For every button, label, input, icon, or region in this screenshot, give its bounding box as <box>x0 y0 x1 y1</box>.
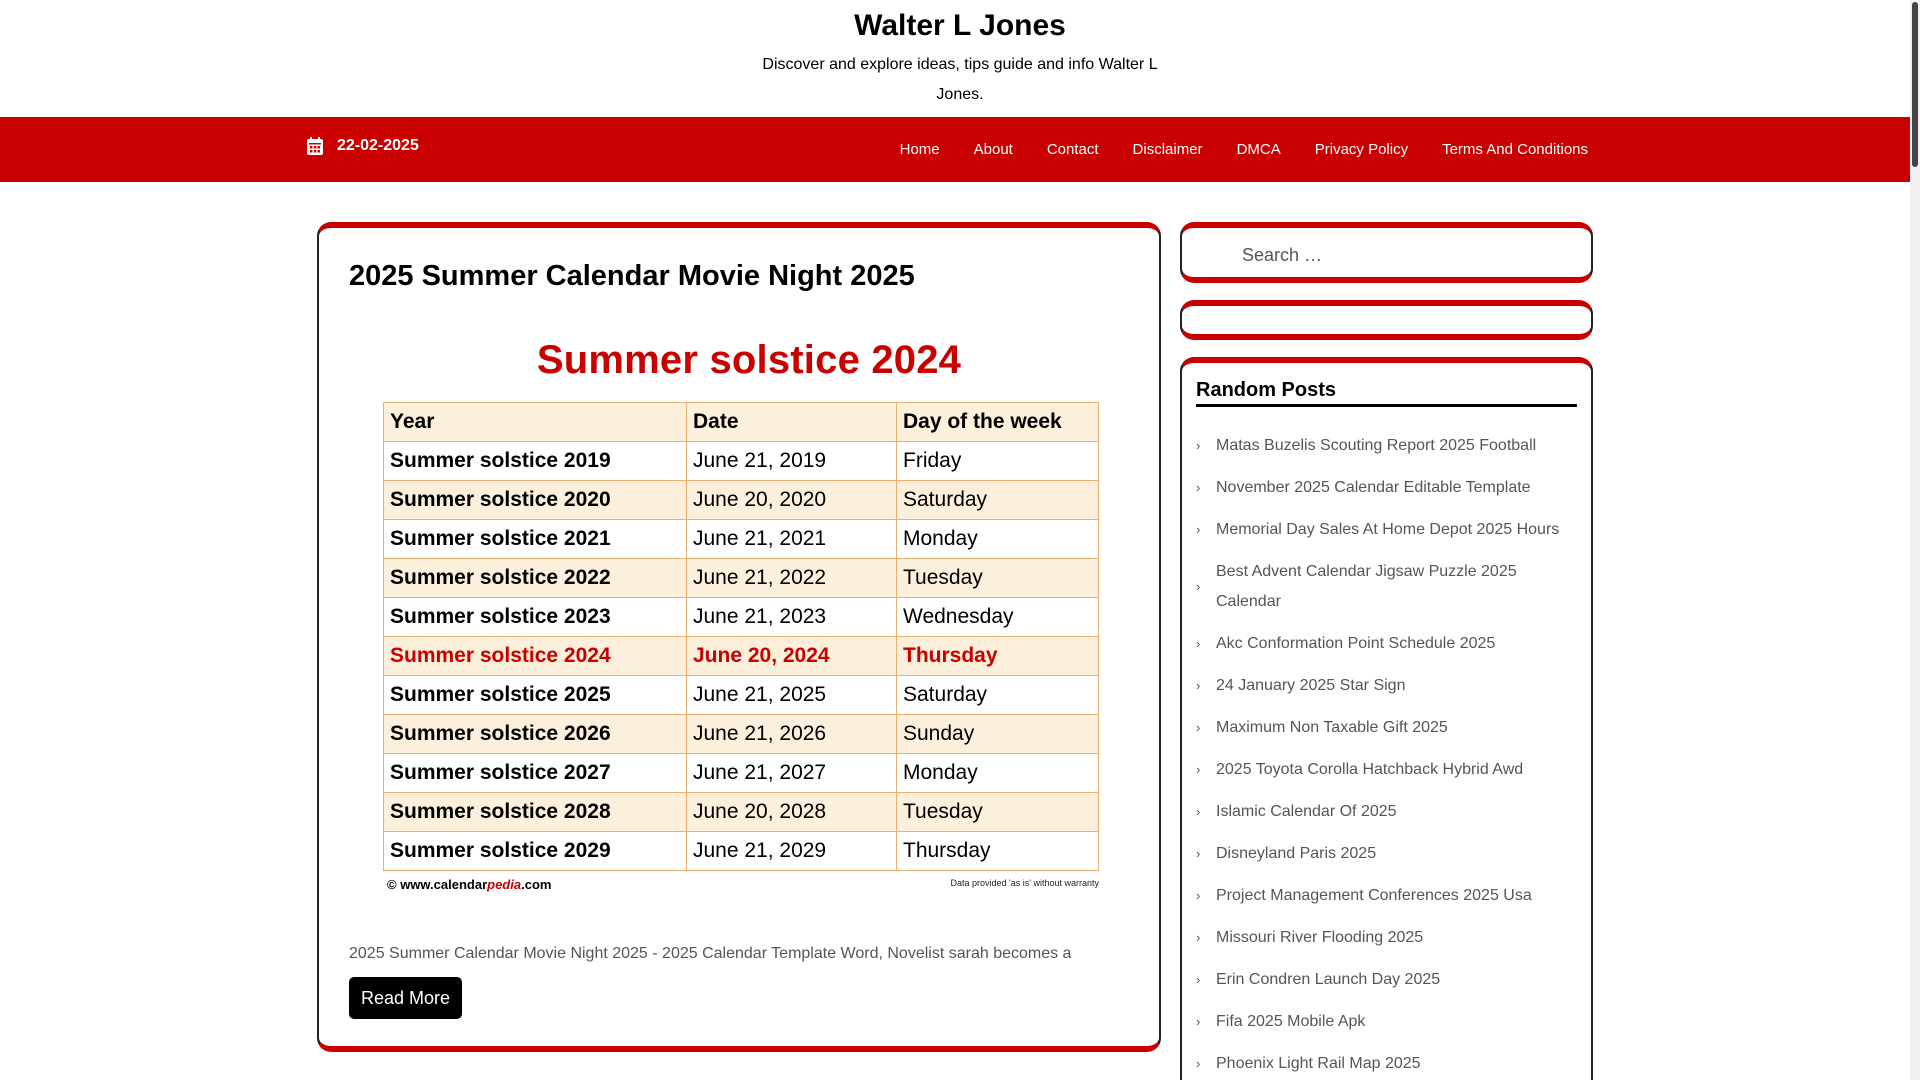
post-card <box>317 222 1161 1052</box>
image-credit: © www.calendarpedia.com <box>387 877 552 892</box>
table-cell: June 21, 2021 <box>687 520 897 559</box>
table-cell: June 21, 2027 <box>687 754 897 793</box>
random-post-item[interactable] <box>1196 881 1577 911</box>
chevron-right-icon: › <box>1196 888 1201 903</box>
random-post-item[interactable] <box>1196 671 1577 701</box>
random-post-item[interactable] <box>1196 557 1577 617</box>
chevron-right-icon: › <box>1196 438 1201 453</box>
table-cell: Summer solstice 2021 <box>384 520 687 559</box>
nav-privacy-policy[interactable]: Privacy Policy <box>1314 141 1409 158</box>
random-post-link[interactable]: Project Management Conferences 2025 Usa <box>1216 887 1532 904</box>
table-row <box>384 754 1099 793</box>
table-cell: Summer solstice 2024 <box>384 637 687 676</box>
scrollbar-thumb[interactable] <box>1912 2 1918 167</box>
table-cell: Tuesday <box>897 793 1099 832</box>
table-cell: Friday <box>897 442 1099 481</box>
empty-widget <box>1180 300 1593 340</box>
chevron-right-icon: › <box>1196 480 1201 495</box>
table-row <box>384 559 1099 598</box>
image-heading: Summer solstice 2024 <box>536 338 962 382</box>
site-description: Discover and explore ideas, tips guide and info Walter L Jones. <box>762 56 1158 103</box>
nav-about[interactable]: About <box>973 141 1013 158</box>
table-cell: Summer solstice 2028 <box>384 793 687 832</box>
column-header: Day of the week <box>897 403 1099 442</box>
random-post-link[interactable]: Disneyland Paris 2025 <box>1216 845 1377 862</box>
table-cell: Summer solstice 2023 <box>384 598 687 637</box>
nav-home[interactable]: Home <box>899 141 940 158</box>
search-widget <box>1180 222 1593 283</box>
header-date-text: 22-02-2025 <box>337 137 419 154</box>
site-title[interactable]: Walter L Jones <box>854 9 1066 42</box>
chevron-right-icon: › <box>1196 972 1201 987</box>
table-cell: Sunday <box>897 715 1099 754</box>
table-cell: Saturday <box>897 676 1099 715</box>
table-cell: June 21, 2026 <box>687 715 897 754</box>
table-row <box>384 715 1099 754</box>
chevron-right-icon: › <box>1196 762 1201 777</box>
chevron-right-icon: › <box>1196 846 1201 861</box>
table-row <box>384 793 1099 832</box>
read-more-button[interactable]: Read More <box>349 977 462 1019</box>
chevron-right-icon: › <box>1196 1014 1201 1029</box>
random-post-link[interactable]: November 2025 Calendar Editable Template <box>1216 479 1531 496</box>
random-post-link[interactable]: Erin Condren Launch Day 2025 <box>1216 971 1441 988</box>
table-cell: Monday <box>897 754 1099 793</box>
random-post-item[interactable] <box>1196 965 1577 995</box>
site-header <box>0 0 1920 117</box>
table-row <box>384 676 1099 715</box>
random-post-item[interactable] <box>1196 923 1577 953</box>
random-post-link[interactable]: Memorial Day Sales At Home Depot 2025 Hours <box>1216 521 1560 538</box>
random-post-link[interactable]: Akc Conformation Point Schedule 2025 <box>1216 635 1496 652</box>
random-post-item[interactable] <box>1196 713 1577 743</box>
calendar-icon <box>307 137 323 155</box>
random-post-item[interactable] <box>1196 1049 1577 1079</box>
random-post-item[interactable] <box>1196 473 1577 503</box>
table-row <box>384 832 1099 871</box>
chevron-right-icon: › <box>1196 1056 1201 1071</box>
column-header: Date <box>687 403 897 442</box>
table-cell: June 21, 2025 <box>687 676 897 715</box>
nav-dmca[interactable]: DMCA <box>1236 141 1281 158</box>
table-cell: Summer solstice 2025 <box>384 676 687 715</box>
table-cell: Wednesday <box>897 598 1099 637</box>
chevron-right-icon: › <box>1196 720 1201 735</box>
table-row <box>384 481 1099 520</box>
table-row <box>384 637 1099 676</box>
table-cell: June 21, 2019 <box>687 442 897 481</box>
table-row <box>384 520 1099 559</box>
chevron-right-icon: › <box>1196 636 1201 651</box>
table-cell: June 20, 2020 <box>687 481 897 520</box>
random-post-item[interactable] <box>1196 797 1577 827</box>
table-cell: Thursday <box>897 832 1099 871</box>
table-cell: June 20, 2028 <box>687 793 897 832</box>
chevron-right-icon: › <box>1196 522 1201 537</box>
random-posts-list <box>1196 431 1577 1080</box>
random-post-link[interactable]: 24 January 2025 Star Sign <box>1216 677 1406 694</box>
random-post-item[interactable] <box>1196 1007 1577 1037</box>
chevron-right-icon: › <box>1196 930 1201 945</box>
column-header: Year <box>384 403 687 442</box>
random-post-item[interactable] <box>1196 431 1577 461</box>
random-post-link[interactable]: Phoenix Light Rail Map 2025 <box>1216 1055 1421 1072</box>
image-note: Data provided 'as is' without warranty <box>950 878 1099 888</box>
table-cell: Summer solstice 2027 <box>384 754 687 793</box>
random-post-item[interactable] <box>1196 629 1577 659</box>
solstice-table <box>383 402 1099 871</box>
table-row <box>384 442 1099 481</box>
table-cell: Monday <box>897 520 1099 559</box>
table-cell: Summer solstice 2026 <box>384 715 687 754</box>
page-scrollbar[interactable] <box>1910 0 1920 1080</box>
random-post-link[interactable]: Best Advent Calendar Jigsaw Puzzle 2025 Calendar <box>1216 563 1517 610</box>
table-cell: Tuesday <box>897 559 1099 598</box>
main-navbar <box>0 117 1910 182</box>
table-cell: Summer solstice 2019 <box>384 442 687 481</box>
random-post-link[interactable]: 2025 Toyota Corolla Hatchback Hybrid Awd <box>1216 761 1524 778</box>
random-post-item[interactable] <box>1196 515 1577 545</box>
post-excerpt: 2025 Summer Calendar Movie Night 2025 - 2025 Calendar Template Word, Novelist sarah becomes a <box>349 945 1072 962</box>
table-cell: June 21, 2022 <box>687 559 897 598</box>
random-post-item[interactable] <box>1196 839 1577 869</box>
nav-menu <box>900 117 1588 182</box>
post-title[interactable]: 2025 Summer Calendar Movie Night 2025 <box>349 260 915 292</box>
random-post-item[interactable] <box>1196 755 1577 785</box>
random-post-link[interactable]: Islamic Calendar Of 2025 <box>1216 803 1397 820</box>
post-featured-image[interactable] <box>349 338 1129 898</box>
search-input[interactable]: Search … <box>1242 245 1323 265</box>
table-row <box>384 598 1099 637</box>
table-cell: Summer solstice 2029 <box>384 832 687 871</box>
chevron-right-icon: › <box>1196 804 1201 819</box>
table-cell: Summer solstice 2020 <box>384 481 687 520</box>
table-cell: Summer solstice 2022 <box>384 559 687 598</box>
table-cell: Saturday <box>897 481 1099 520</box>
table-cell: June 21, 2023 <box>687 598 897 637</box>
chevron-right-icon: › <box>1196 579 1201 594</box>
nav-terms[interactable]: Terms And Conditions <box>1442 141 1588 158</box>
random-posts-title: Random Posts <box>1196 379 1577 407</box>
table-cell: Thursday <box>897 637 1099 676</box>
chevron-right-icon: › <box>1196 678 1201 693</box>
table-cell: June 20, 2024 <box>687 637 897 676</box>
nav-contact[interactable]: Contact <box>1046 141 1099 158</box>
solstice-table-body <box>384 442 1099 871</box>
random-post-link[interactable]: Maximum Non Taxable Gift 2025 <box>1216 719 1448 736</box>
random-post-link[interactable]: Missouri River Flooding 2025 <box>1216 929 1424 946</box>
random-posts-widget <box>1180 357 1593 1080</box>
header-date <box>307 137 419 155</box>
nav-disclaimer[interactable]: Disclaimer <box>1132 141 1203 158</box>
table-cell: June 21, 2029 <box>687 832 897 871</box>
random-post-link[interactable]: Fifa 2025 Mobile Apk <box>1216 1013 1366 1030</box>
random-post-link[interactable]: Matas Buzelis Scouting Report 2025 Football <box>1216 437 1537 454</box>
